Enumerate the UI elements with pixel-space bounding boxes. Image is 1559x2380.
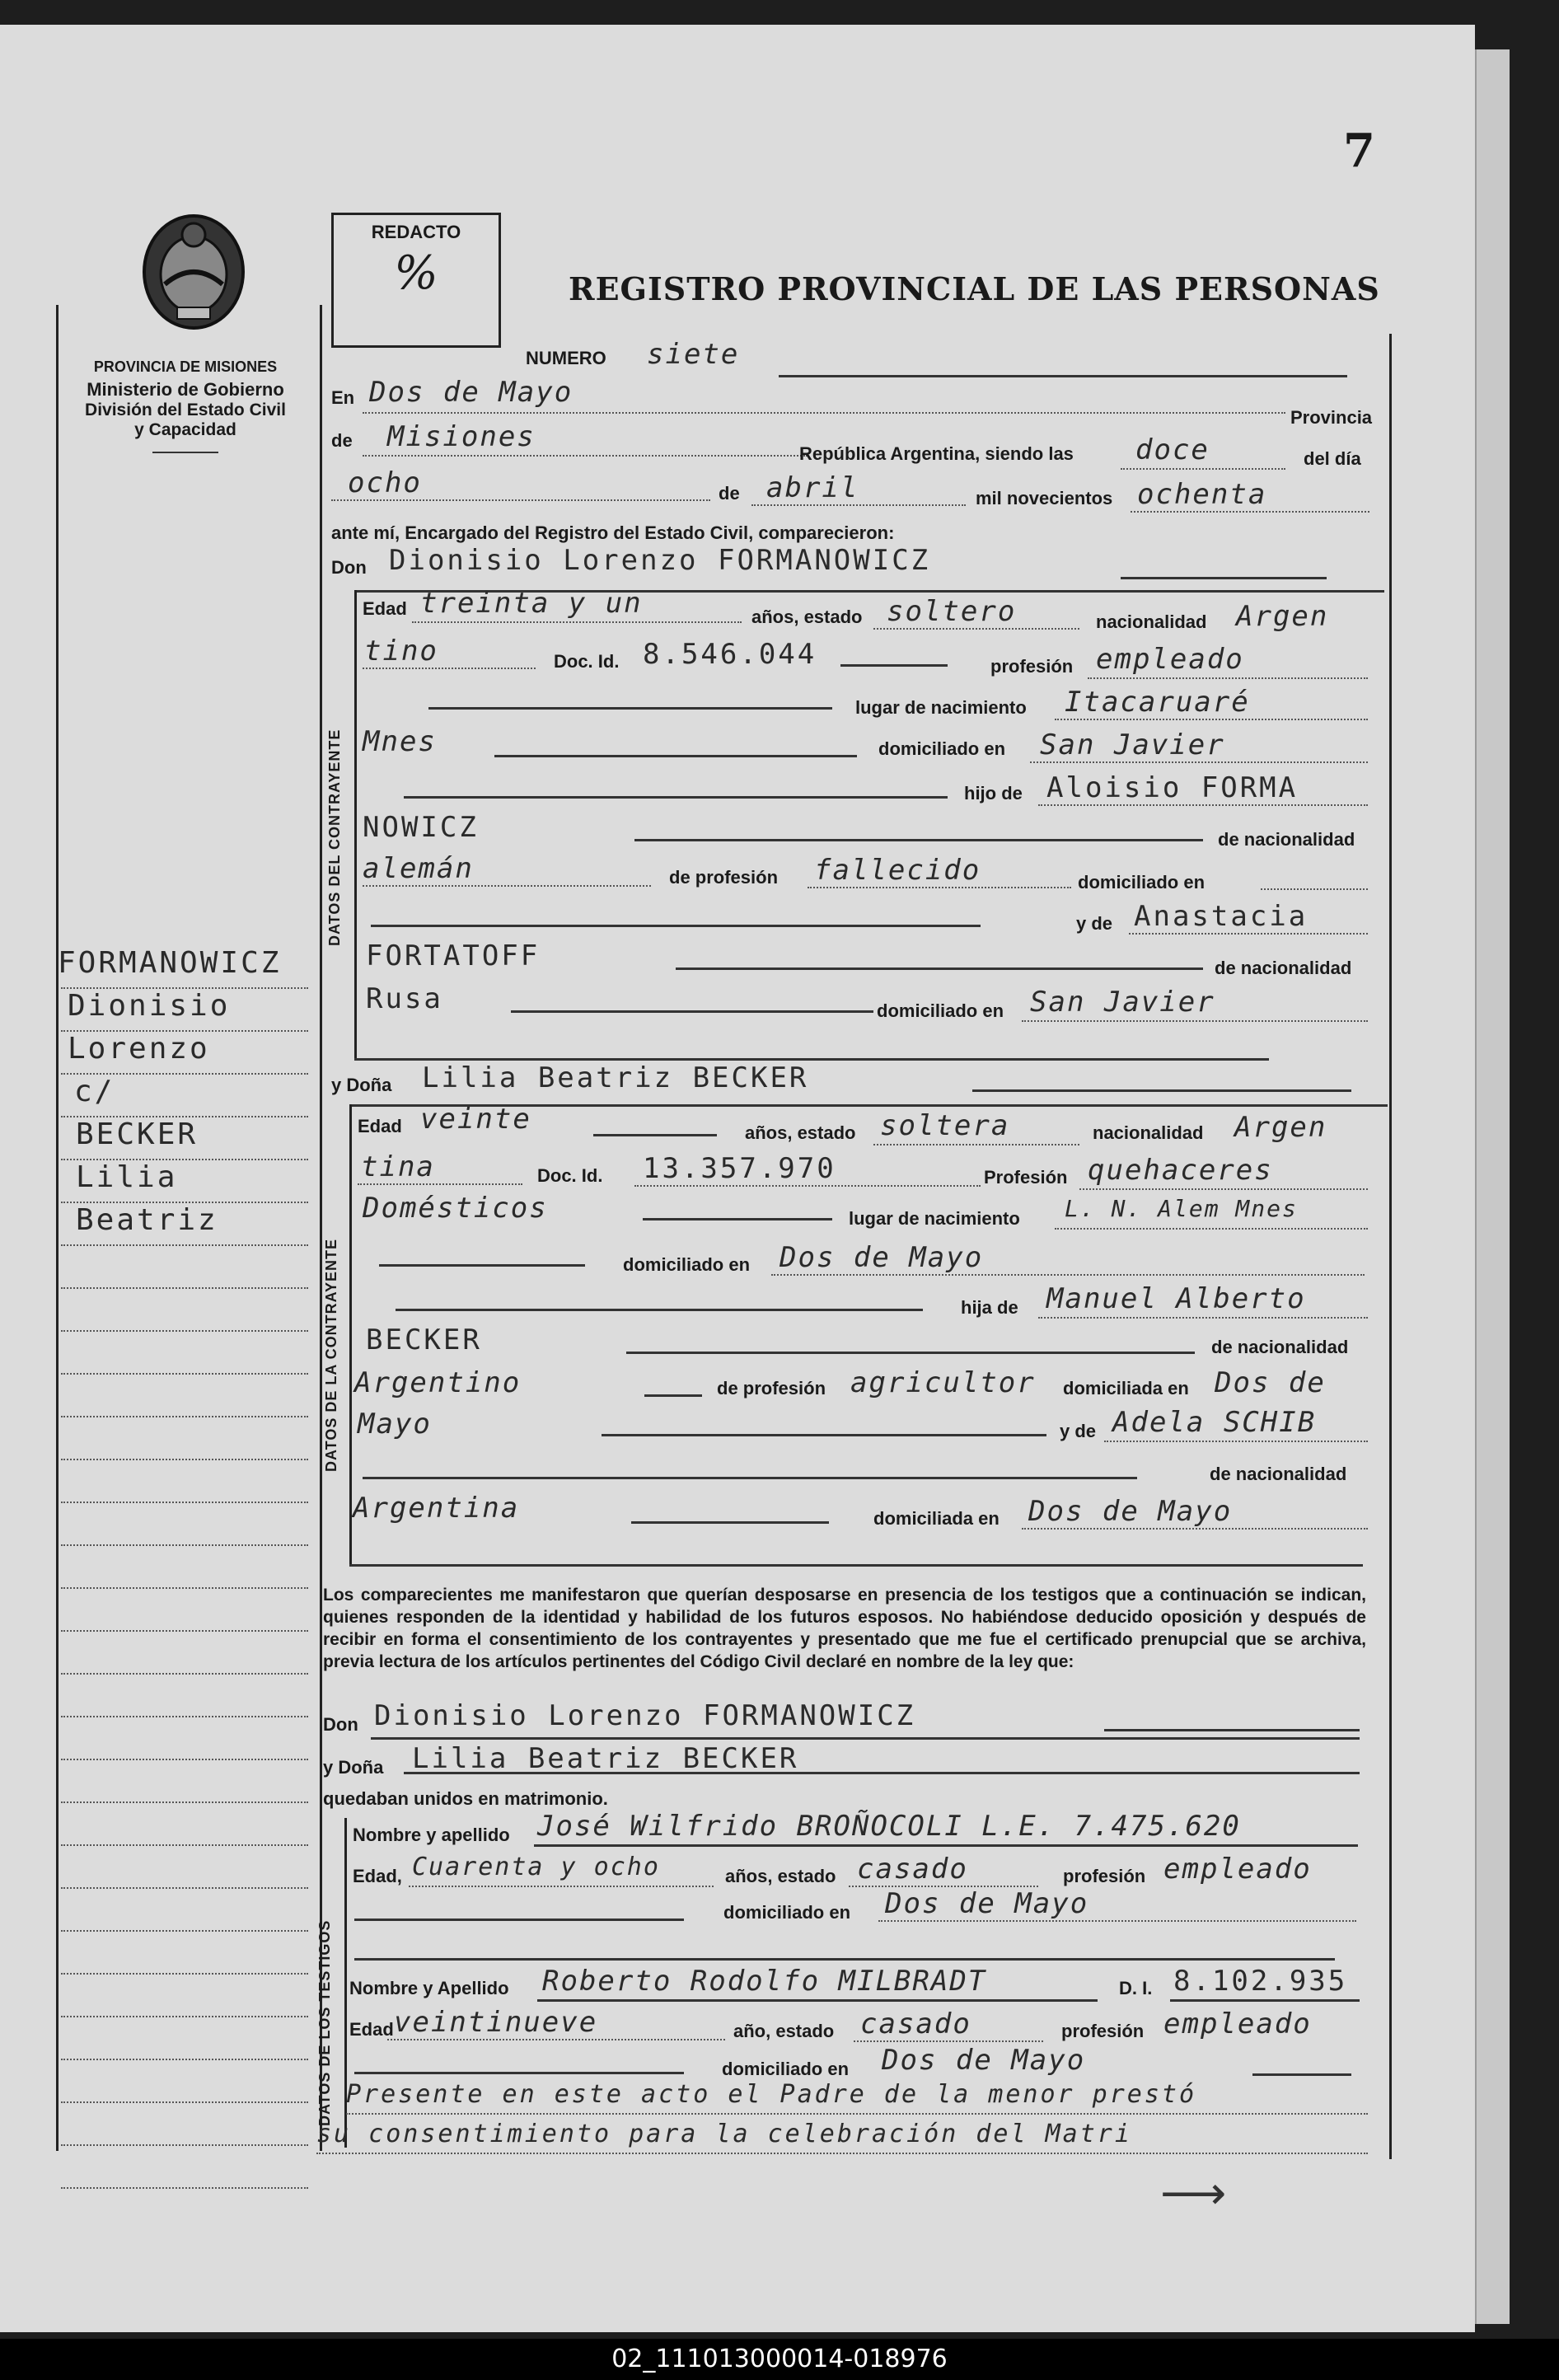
doc-label: Doc. Id. xyxy=(537,1165,603,1186)
stamp-mark: % xyxy=(394,246,438,300)
fill-line xyxy=(1022,1020,1368,1022)
nacionalidad-value: Argen xyxy=(1236,600,1329,633)
decl-dona-label: y Doña xyxy=(323,1757,384,1778)
lugar-value-cont: Mnes xyxy=(363,725,437,758)
fill-line xyxy=(346,2113,1368,2115)
margin-line xyxy=(61,1716,308,1717)
de-label: de xyxy=(331,430,353,451)
fill-line xyxy=(808,887,1071,888)
form-left-rule xyxy=(320,305,322,2151)
margin-line xyxy=(61,1673,308,1675)
padre-domicilio-cont: Mayo xyxy=(358,1408,432,1441)
t1-profesion-value: empleado xyxy=(1163,1853,1312,1886)
t2-edad-label: Edad xyxy=(349,2019,394,2040)
doc-value: 13.357.970 xyxy=(643,1152,836,1185)
edad-label: Edad xyxy=(358,1116,402,1136)
nacionalidad-value-cont: tina xyxy=(361,1150,435,1183)
capacity-label: y Capacidad xyxy=(134,420,236,439)
testigos-note-1: Presente en este acto el Padre de la menor prestó xyxy=(346,2080,1197,2109)
dona-label: y Doña xyxy=(331,1075,392,1095)
republica-text: República Argentina, siendo las xyxy=(799,443,1074,464)
profesion-label: profesión xyxy=(990,656,1074,677)
madre-domicilio: Dos de Mayo xyxy=(1028,1495,1233,1528)
form-right-rule xyxy=(1389,334,1392,2159)
margin-line xyxy=(61,2101,308,2103)
fill-line xyxy=(1104,1441,1368,1442)
t2-profesion-label: profesión xyxy=(1061,2021,1145,2041)
t1-estado-label: años, estado xyxy=(725,1866,836,1886)
fill-line xyxy=(354,1958,1335,1961)
margin-names xyxy=(58,946,281,1246)
fill-line xyxy=(331,499,710,501)
fill-line xyxy=(537,1999,1098,2002)
domiciliado-label: domiciliado en xyxy=(623,1254,751,1275)
madre-domiciliada-label: domiciliada en xyxy=(873,1508,1000,1529)
fill-line xyxy=(1261,888,1368,890)
mes-value: abril xyxy=(766,471,859,504)
t1-nombre-value: José Wilfrido BROÑOCOLI L.E. 7.475.620 xyxy=(537,1810,1241,1843)
margin-line xyxy=(61,1544,308,1546)
t2-domiciliado-value: Dos de Mayo xyxy=(882,2044,1086,2077)
fill-line xyxy=(412,621,742,623)
separator xyxy=(152,452,218,453)
anio-value: ochenta xyxy=(1137,478,1267,511)
madre-value-cont: FORTATOFF xyxy=(366,939,541,972)
fill-line xyxy=(972,1089,1351,1092)
margin-line xyxy=(61,1416,308,1417)
registry-title: REGISTRO PROVINCIAL DE LAS PERSONAS xyxy=(569,270,1380,307)
provincia-label: Provincia xyxy=(1290,407,1373,428)
edad-label: Edad xyxy=(363,598,407,619)
fill-line xyxy=(363,668,536,669)
fill-line xyxy=(1121,577,1327,579)
contrayente-side-label: DATOS DEL CONTRAYENTE xyxy=(326,729,343,946)
decl-don-label: Don xyxy=(323,1714,358,1735)
padre-profesion: agricultor xyxy=(850,1366,1036,1399)
fill-line xyxy=(1129,933,1368,935)
margin-line xyxy=(61,1844,308,1846)
de-value: Misiones xyxy=(387,420,536,453)
margin-line xyxy=(61,2144,308,2146)
margin-line xyxy=(61,2187,308,2189)
madre-value: Anastacia xyxy=(1134,900,1309,933)
t2-nombre-label: Nombre y Apellido xyxy=(349,1978,509,1998)
fill-line xyxy=(751,504,966,506)
fill-line xyxy=(358,1183,522,1185)
margin-line xyxy=(61,1973,308,1975)
margin-line xyxy=(61,1502,308,1503)
edad-value: treinta y un xyxy=(420,587,643,620)
margin-line xyxy=(61,1587,308,1589)
fill-line xyxy=(371,925,981,927)
fill-line xyxy=(354,1919,684,1921)
padre-domiciliado-label: domiciliado en xyxy=(1078,872,1206,892)
domiciliado-value: San Javier xyxy=(1040,729,1225,761)
doc-label: Doc. Id. xyxy=(554,651,620,672)
fill-line xyxy=(363,885,651,887)
fill-line xyxy=(1252,2073,1351,2076)
anos-estado-label: años, estado xyxy=(751,607,863,627)
estado-value: soltero xyxy=(887,595,1017,628)
padre-profesion: fallecido xyxy=(814,854,981,887)
de-mes-label: de xyxy=(719,483,740,504)
margin-line xyxy=(61,1887,308,1889)
t2-edad-value: veintinueve xyxy=(394,2006,598,2039)
margin-name: FORMANOWICZ xyxy=(58,946,282,980)
margin-name: BECKER xyxy=(76,1117,199,1151)
t2-nombre-value: Roberto Rodolfo MILBRADT xyxy=(542,1965,987,1998)
don-label: Don xyxy=(331,557,367,578)
margin-name: Beatriz xyxy=(76,1203,218,1237)
fill-line xyxy=(379,1264,585,1267)
madre-nacionalidad: Rusa xyxy=(366,982,443,1015)
t2-estado-label: año, estado xyxy=(733,2021,835,2041)
section-rule xyxy=(354,1058,1269,1061)
margin-name: Dionisio xyxy=(68,989,231,1023)
madre-nacionalidad-label: de nacionalidad xyxy=(1210,1464,1347,1484)
lugar-value: Itacaruaré xyxy=(1065,686,1250,719)
fill-line xyxy=(840,664,948,667)
margin-line xyxy=(61,1630,308,1632)
t2-di-value: 8.102.935 xyxy=(1173,1965,1348,1998)
anos-estado-label: años, estado xyxy=(745,1122,856,1143)
fill-line xyxy=(1038,1317,1368,1319)
domiciliado-label: domiciliado en xyxy=(878,738,1006,759)
madre-nacionalidad: Argentina xyxy=(353,1492,520,1525)
fill-line xyxy=(363,455,808,457)
fill-line xyxy=(779,375,1347,377)
fill-line xyxy=(602,1434,1046,1436)
contrayenta-bracket xyxy=(349,1104,352,1566)
hija-label: hija de xyxy=(961,1297,1018,1318)
margin-line xyxy=(61,1287,308,1289)
profesion-value-cont: Domésticos xyxy=(363,1192,548,1225)
page-number: 7 xyxy=(1343,124,1375,178)
dia-value: ocho xyxy=(348,466,422,499)
decl-don-value: Dionisio Lorenzo FORMANOWICZ xyxy=(374,1699,916,1732)
t1-edad-label: Edad, xyxy=(353,1866,402,1886)
t1-domiciliado-value: Dos de Mayo xyxy=(885,1887,1089,1920)
madre-value: Adela SCHIB xyxy=(1112,1406,1317,1439)
lugar-value: L. N. Alem Mnes xyxy=(1065,1195,1298,1222)
page-edge xyxy=(1475,49,1510,2324)
padre-nacionalidad: alemán xyxy=(363,852,474,885)
fill-line xyxy=(428,707,832,710)
contrayente-bracket xyxy=(354,590,357,1060)
fill-line xyxy=(676,967,1203,970)
contrayente-name: Dionisio Lorenzo FORMANOWICZ xyxy=(389,544,931,577)
fill-line xyxy=(1170,1999,1360,2002)
t2-profesion-value: empleado xyxy=(1163,2008,1312,2040)
contrayenta-name: Lilia Beatriz BECKER xyxy=(422,1061,809,1094)
margin-line xyxy=(61,1801,308,1803)
profesion-label: Profesión xyxy=(984,1167,1068,1188)
t2-domiciliado-label: domiciliado en xyxy=(722,2059,850,2079)
nacionalidad-value: Argen xyxy=(1234,1111,1327,1144)
fill-line xyxy=(771,1274,1365,1276)
fill-line xyxy=(404,1772,1360,1774)
y-de-label: y de xyxy=(1076,913,1113,934)
fill-line xyxy=(634,1185,981,1187)
fill-line xyxy=(371,1737,1360,1740)
fill-line xyxy=(631,1521,829,1524)
continue-arrow-icon: ⟶ xyxy=(1160,2167,1227,2218)
fill-line xyxy=(396,1309,923,1311)
madre-nacionalidad-label: de nacionalidad xyxy=(1215,958,1352,978)
lugar-label: lugar de nacimiento xyxy=(849,1208,1020,1229)
padre-value-cont: NOWICZ xyxy=(363,811,479,844)
hora-value: doce xyxy=(1135,433,1210,466)
hijo-label: hijo de xyxy=(964,783,1023,803)
fill-line xyxy=(593,1134,717,1136)
fill-line xyxy=(1030,761,1368,763)
testigos-side-label: DATOS DE LOS TESTIGOS xyxy=(316,1919,333,2126)
margin-name: c/ xyxy=(74,1075,115,1108)
profesion-value: quehaceres xyxy=(1088,1154,1273,1187)
declaration-text: Los comparecientes me manifestaron que querían desposarse en presencia de los testigos que a continuación se indican, quienes responden de la identidad y habilidad de los futuros esposos. No habiéndose deducido oposición y después de recibir en forma el consentimiento de los contrayentes y presentado que me fue el certificado prenupcial que se archiva, previa lectura de los artículos pertinentes del Código Civil declaré en nombre de la ley que: xyxy=(323,1586,1366,1671)
fill-line xyxy=(409,1886,714,1887)
en-label: En xyxy=(331,387,355,408)
en-value: Dos de Mayo xyxy=(369,376,574,409)
fill-line xyxy=(873,628,1079,630)
y-de-label: y de xyxy=(1060,1421,1097,1441)
nacionalidad-value-cont: tino xyxy=(364,635,438,668)
t1-edad-value: Cuarenta y ocho xyxy=(412,1853,660,1881)
division-label: División del Estado Civil xyxy=(85,401,286,419)
margin-line xyxy=(61,1759,308,1760)
t1-estado-value: casado xyxy=(857,1853,968,1886)
padre-value-cont: BECKER xyxy=(366,1324,482,1356)
t1-profesion-label: profesión xyxy=(1063,1866,1146,1886)
edad-value: veinte xyxy=(420,1103,531,1136)
footer-id: 02_111013000014-018976 xyxy=(611,2345,948,2373)
fill-line xyxy=(387,2039,725,2040)
margin-line xyxy=(61,2016,308,2017)
fill-line xyxy=(354,2072,684,2074)
margin-line xyxy=(61,1330,308,1332)
estado-value: soltera xyxy=(880,1109,1010,1142)
stamp-label: REDACTO xyxy=(371,222,461,242)
fill-line xyxy=(1088,677,1368,679)
padre-value: Manuel Alberto xyxy=(1046,1282,1306,1315)
fill-line xyxy=(316,2153,1368,2154)
contrayenta-side-label: DATOS DE LA CONTRAYENTE xyxy=(323,1238,339,1472)
testigos-note-2: su consentimiento para la celebración del Matri xyxy=(316,2120,1132,2148)
mil-label: mil novecientos xyxy=(976,488,1113,508)
fill-line xyxy=(873,1144,1079,1145)
coat-of-arms-seal xyxy=(132,210,255,334)
domiciliado-value: Dos de Mayo xyxy=(780,1241,984,1274)
decl-dona-value: Lilia Beatriz BECKER xyxy=(412,1742,799,1775)
fill-line xyxy=(1055,719,1368,720)
decl-closing: quedaban unidos en matrimonio. xyxy=(323,1788,608,1809)
padre-domiciliada-label: domiciliada en xyxy=(1063,1378,1189,1398)
fill-line xyxy=(494,755,857,757)
t1-domiciliado-label: domiciliado en xyxy=(723,1902,851,1923)
de-nacionalidad-label: de nacionalidad xyxy=(1218,829,1355,850)
numero-value: siete xyxy=(647,338,740,371)
padre-domicilio: Dos de xyxy=(1215,1366,1326,1399)
padre-nacionalidad: Argentino xyxy=(354,1366,522,1399)
margin-line xyxy=(61,2059,308,2060)
de-profesion-label: de profesión xyxy=(669,867,779,888)
nacionalidad-label: nacionalidad xyxy=(1096,611,1207,632)
fill-line xyxy=(1038,804,1368,806)
t1-nombre-label: Nombre y apellido xyxy=(353,1825,510,1845)
margin-line xyxy=(61,1459,308,1460)
margin-line xyxy=(61,1373,308,1375)
de-profesion-label: de profesión xyxy=(717,1378,826,1398)
madre-domiciliado-label: domiciliado en xyxy=(877,1000,1004,1021)
fill-line xyxy=(878,1920,1356,1922)
doc-value: 8.546.044 xyxy=(643,638,817,671)
fill-line xyxy=(1022,1528,1368,1530)
margin-name: Lilia xyxy=(76,1160,178,1194)
margin-line xyxy=(61,1930,308,1932)
ante-mi-text: ante mí, Encargado del Registro del Estado Civil, comparecieron: xyxy=(331,522,895,543)
fill-line xyxy=(363,1477,1137,1479)
fill-line xyxy=(854,2040,1043,2042)
fill-line xyxy=(634,839,1203,841)
fill-line xyxy=(1104,1729,1360,1731)
fill-line xyxy=(511,1010,873,1013)
de-nacionalidad-label: de nacionalidad xyxy=(1211,1337,1349,1357)
nacionalidad-label: nacionalidad xyxy=(1093,1122,1204,1143)
section-rule xyxy=(349,1564,1363,1567)
padre-value: Aloisio FORMA xyxy=(1046,771,1299,804)
fill-line xyxy=(534,1844,1358,1847)
t2-di-label: D. I. xyxy=(1119,1978,1153,1998)
lugar-label: lugar de nacimiento xyxy=(855,697,1027,718)
province-label: PROVINCIA DE MISIONES xyxy=(93,358,278,375)
del-dia-label: del día xyxy=(1304,448,1361,469)
fill-line xyxy=(643,1218,832,1220)
fill-line xyxy=(1055,1228,1368,1230)
t2-estado-value: casado xyxy=(860,2008,971,2040)
profesion-value: empleado xyxy=(1096,643,1244,676)
fill-line xyxy=(1131,511,1369,513)
fill-line xyxy=(1079,1188,1368,1190)
fill-line xyxy=(626,1352,1195,1354)
footer-bar xyxy=(0,2339,1559,2380)
fill-line xyxy=(404,796,948,799)
stamp-box xyxy=(331,213,501,348)
ministry-label: Ministerio de Gobierno xyxy=(87,379,284,400)
fill-line xyxy=(1121,468,1285,470)
numero-label: NUMERO xyxy=(526,348,606,368)
fill-line xyxy=(363,412,1285,414)
madre-domicilio: San Javier xyxy=(1030,986,1215,1019)
margin-name: Lorenzo xyxy=(68,1032,210,1066)
fill-line xyxy=(644,1394,702,1397)
